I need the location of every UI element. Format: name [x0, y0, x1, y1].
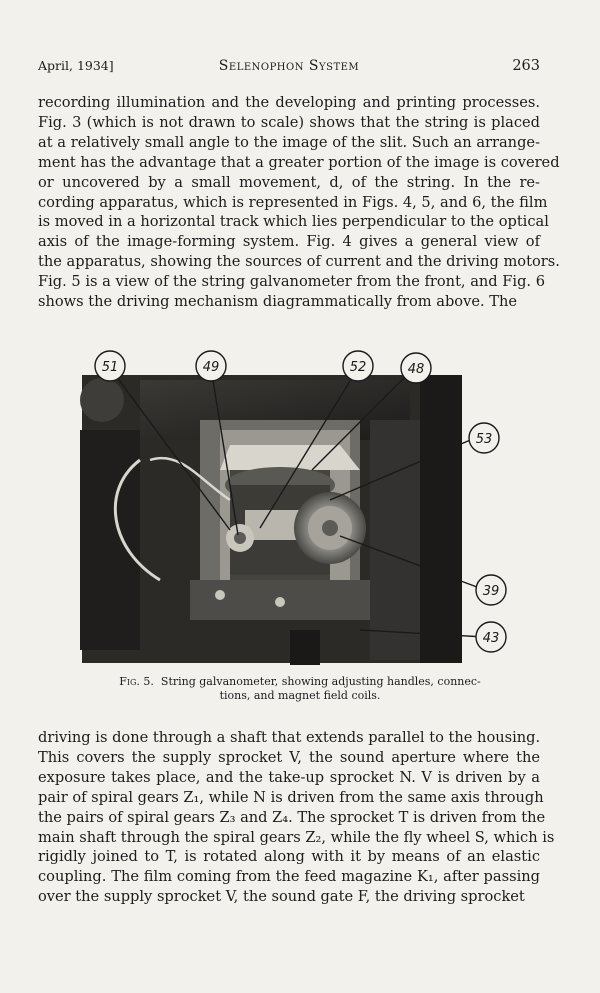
callout-label: 52 — [349, 360, 367, 375]
caption-label: Fig. 5. — [119, 675, 154, 688]
text-line: axis of the image-forming system. Fig. 4 gives a general view of — [38, 233, 540, 251]
paragraph-2 — [38, 728, 555, 907]
paragraph-1 — [38, 93, 560, 312]
text-line: at a relatively small angle to the image of the slit. Such an arrange- — [38, 133, 540, 151]
caption-text: tions, and magnet field coils. — [219, 689, 381, 702]
running-header — [38, 58, 540, 78]
text-line: ment has the advantage that a greater portion of the image is covered — [38, 153, 560, 171]
caption-text: String galvanometer, showing adjusting handles, connec- — [160, 675, 481, 688]
callout-label: 39 — [482, 584, 500, 599]
text-line: This covers the supply sprocket V, the sound aperture where the — [38, 748, 540, 766]
callout-label: 53 — [475, 432, 493, 447]
text-line: main shaft through the spiral gears Z₂, while the fly wheel S, which is — [38, 828, 555, 846]
text-line: coupling. The film coming from the feed magazine K₁, after passing — [38, 868, 540, 886]
callout-label: 43 — [482, 631, 500, 646]
text-line: driving is done through a shaft that extends parallel to the housing. — [38, 729, 541, 746]
callout-label: 51 — [101, 360, 119, 375]
figure-galvanometer-photo — [80, 350, 520, 665]
text-line: recording illumination and the developing and printing processes. — [38, 94, 540, 111]
text-line: Fig. 5 is a view of the string galvanometer from the front, and Fig. 6 — [38, 273, 545, 291]
text-line: over the supply sprocket V, the sound gate F, the driving sprocket — [38, 888, 525, 906]
text-line: or uncovered by a small movement, d, of the string. In the re- — [38, 173, 540, 191]
text-line: is moved in a horizontal track which lies perpendicular to the optical — [38, 213, 549, 231]
text-line: the pairs of spiral gears Z₃ and Z₄. The sprocket T is driven from the — [38, 808, 546, 826]
galvanometer-photo — [80, 350, 520, 665]
text-line: the apparatus, showing the sources of current and the driving motors. — [38, 253, 560, 271]
header-date: April, 1934] — [38, 58, 114, 73]
figure-caption — [80, 675, 520, 703]
text-line: rigidly joined to T, is rotated along with it by means of an elastic — [38, 848, 540, 866]
text-line: exposure takes place, and the take-up sprocket N. V is driven by a — [38, 768, 540, 786]
header-title: Selenophon System — [218, 58, 360, 74]
page-number: 263 — [512, 58, 540, 74]
text-line: shows the driving mechanism diagrammatically from above. The — [38, 293, 518, 311]
text-line: cording apparatus, which is represented in Figs. 4, 5, and 6, the film — [38, 193, 548, 211]
text-line: pair of spiral gears Z₁, while N is driven from the same axis through — [38, 788, 544, 806]
callout-label: 49 — [202, 360, 220, 375]
text-line: Fig. 3 (which is not drawn to scale) shows that the string is placed — [38, 113, 540, 131]
callout-label: 48 — [407, 362, 425, 377]
